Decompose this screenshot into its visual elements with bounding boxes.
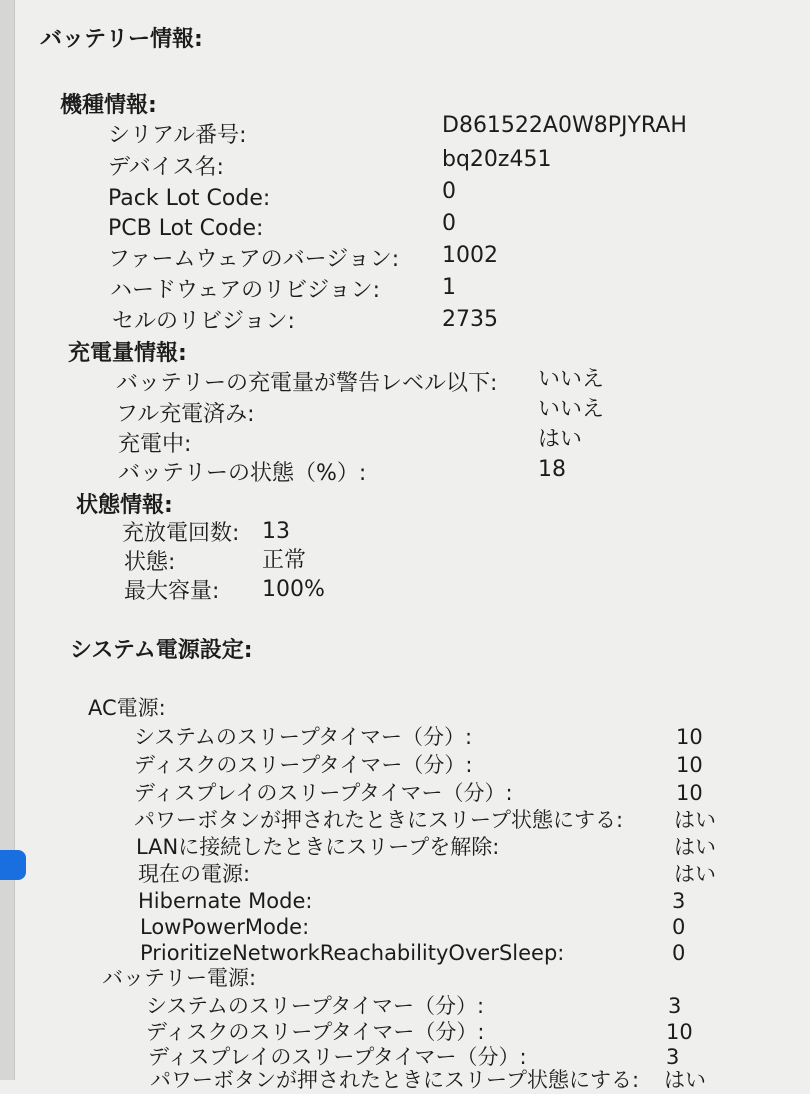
row-label: PCB Lot Code: xyxy=(108,216,264,241)
row-value: いいえ xyxy=(538,367,605,392)
row-label: フル充電済み: xyxy=(116,402,255,427)
row-value: はい xyxy=(664,1068,706,1092)
row-label: ディスクのスリープタイマー（分）: xyxy=(134,753,473,777)
row-value: 0 xyxy=(442,179,456,204)
row-value: 10 xyxy=(666,1020,693,1044)
model-info-header: 機種情報: xyxy=(60,93,157,118)
row-value: 0 xyxy=(672,915,686,939)
row-label: LANに接続したときにスリープを解除: xyxy=(136,835,500,859)
row-value: いいえ xyxy=(538,397,605,422)
row-label: 充放電回数: xyxy=(122,521,240,546)
charge-info-header: 充電量情報: xyxy=(68,341,187,366)
row-label: デバイス名: xyxy=(108,155,224,180)
row-label: パワーボタンが押されたときにスリープ状態にする: xyxy=(150,1068,640,1092)
row-label: 状態: xyxy=(124,550,176,575)
row-value: はい xyxy=(674,835,716,859)
row-value: はい xyxy=(674,808,716,832)
row-label: システムのスリープタイマー（分）: xyxy=(134,725,473,749)
row-label: バッテリーの状態（%）: xyxy=(118,461,367,486)
row-label: ディスプレイのスリープタイマー（分）: xyxy=(148,1045,527,1069)
row-label: パワーボタンが押されたときにスリープ状態にする: xyxy=(134,808,624,832)
row-value: 3 xyxy=(666,1045,680,1069)
row-value: 10 xyxy=(676,725,703,749)
row-value: 1 xyxy=(442,275,456,300)
row-label: システムのスリープタイマー（分）: xyxy=(146,994,485,1018)
row-value: 18 xyxy=(538,457,566,482)
row-value: 0 xyxy=(672,941,686,965)
row-label: シリアル番号: xyxy=(108,123,247,148)
row-label: 最大容量: xyxy=(124,579,220,604)
row-value: 正常 xyxy=(262,548,307,573)
health-info-header: 状態情報: xyxy=(76,493,173,518)
battery-power-header: バッテリー電源: xyxy=(102,966,257,990)
row-value: bq20z451 xyxy=(442,147,552,172)
power-settings-title: システム電源設定: xyxy=(70,638,253,663)
battery-info-title: バッテリー情報: xyxy=(40,27,203,52)
row-value: 2735 xyxy=(442,307,498,332)
row-label: ディスプレイのスリープタイマー（分）: xyxy=(134,781,513,805)
row-value: 3 xyxy=(668,994,682,1018)
row-label: LowPowerMode: xyxy=(140,915,310,939)
row-label: Hibernate Mode: xyxy=(138,889,313,913)
row-label: 充電中: xyxy=(118,432,192,457)
row-label: セルのリビジョン: xyxy=(112,309,295,334)
row-label: PrioritizeNetworkReachabilityOverSleep: xyxy=(140,941,565,965)
row-value: D861522A0W8PJYRAH xyxy=(442,113,687,138)
row-value: 100% xyxy=(262,577,325,602)
ac-power-header: AC電源: xyxy=(88,696,166,720)
row-value: 3 xyxy=(672,889,686,913)
row-value: はい xyxy=(538,427,583,452)
row-label: ハードウェアのリビジョン: xyxy=(110,278,381,303)
row-value: 0 xyxy=(442,211,456,236)
row-label: Pack Lot Code: xyxy=(108,186,271,211)
row-label: ファームウェアのバージョン: xyxy=(108,247,400,272)
row-value: 13 xyxy=(262,519,290,544)
row-value: 10 xyxy=(676,753,703,777)
row-value: 10 xyxy=(676,781,703,805)
row-label: バッテリーの充電量が警告レベル以下: xyxy=(116,371,498,396)
row-label: 現在の電源: xyxy=(138,862,251,886)
row-label: ディスクのスリープタイマー（分）: xyxy=(146,1020,485,1044)
row-value: 1002 xyxy=(442,243,498,268)
row-value: はい xyxy=(674,862,716,886)
